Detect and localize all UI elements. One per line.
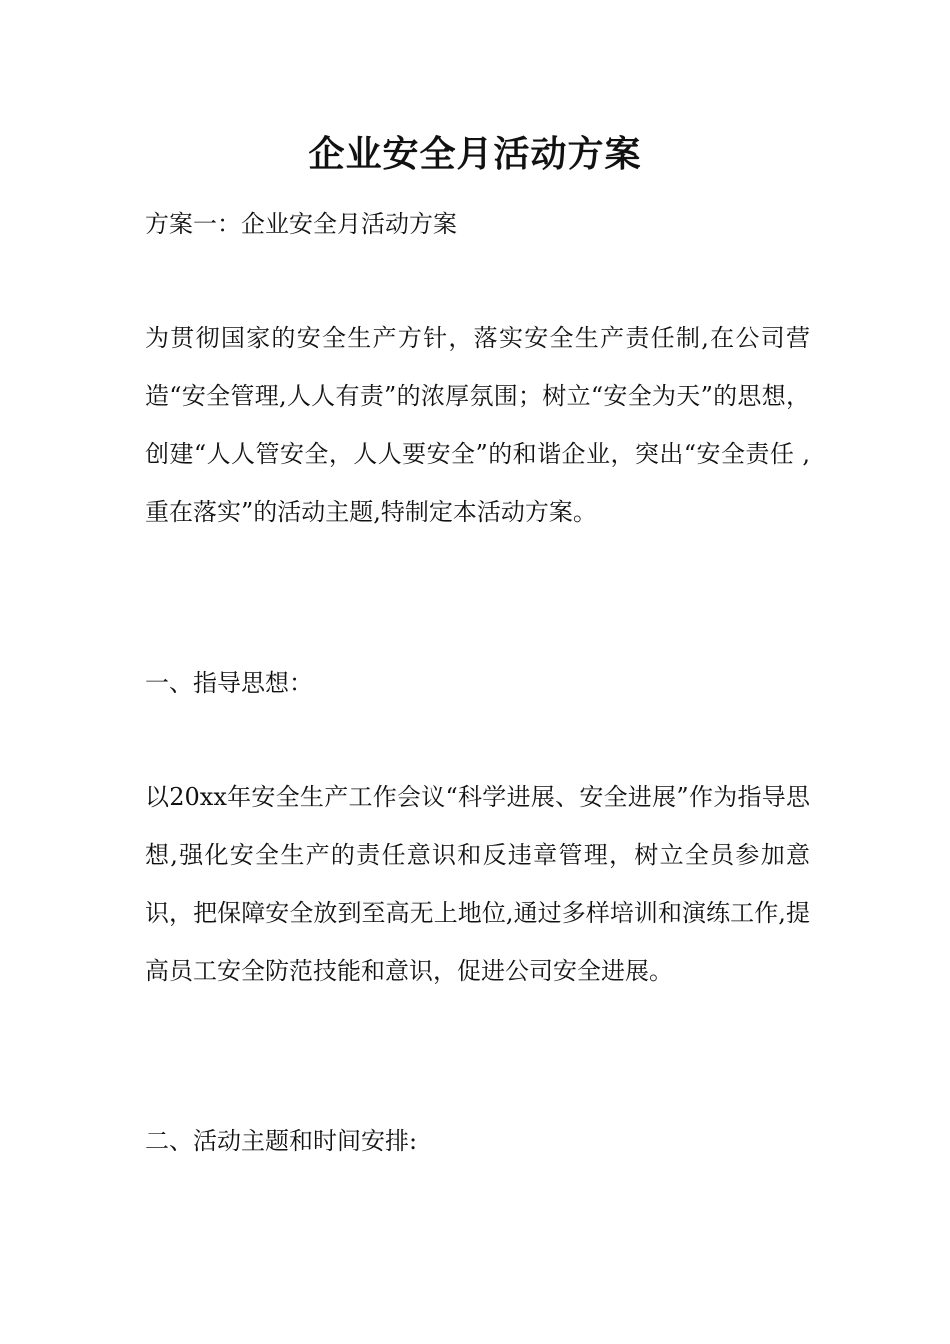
section-heading-theme-schedule: 二、活动主题和时间安排: (145, 1127, 418, 1155)
plan-subtitle: 方案一：企业安全月活动方案 (145, 210, 457, 238)
guiding-ideology-paragraph: 以20xx年安全生产工作会议“科学进展、安全进展”作为指导思想,强化安全生产的责任意识和反违章管理，树立全员参加意识，把保障安全放到至高无上地位,通过多样培训和演练工作,提高员工安全防范技能和意识，促进公司安全进展。 (145, 783, 810, 985)
section-heading-guiding-ideology: 一、指导思想： (145, 669, 313, 697)
intro-paragraph: 为贯彻国家的安全生产方针，落实安全生产责任制,在公司营造“安全管理,人人有责”的浓厚氛围；树立“安全为天”的思想，创建“人人管安全，人人要安全”的和谐企业，突出“安全责任 ,重在落实”的活动主题,特制定本活动方案。 (145, 324, 810, 526)
document-title: 企业安全月活动方案 (308, 133, 642, 175)
